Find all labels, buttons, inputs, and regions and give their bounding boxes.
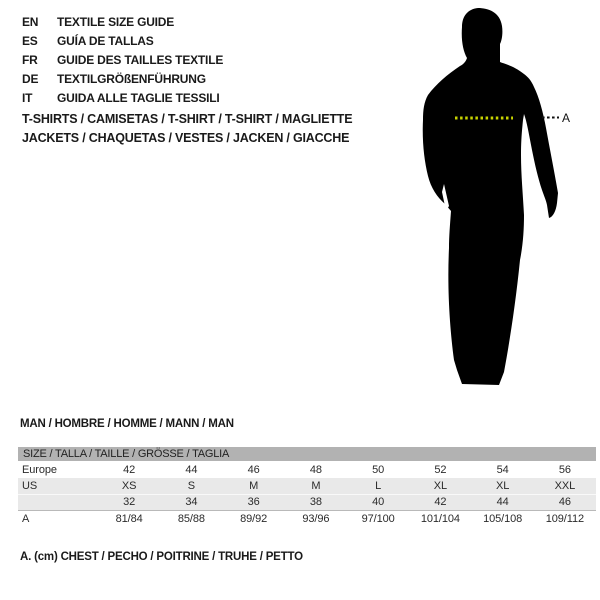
size-cell: 42 (409, 494, 471, 510)
size-cell: 46 (534, 494, 596, 510)
size-cell: 54 (496, 464, 509, 476)
size-cell: 109/112 (534, 510, 596, 528)
row-label (18, 494, 98, 510)
language-label: GUIDE DES TAILLES TEXTILE (57, 53, 224, 67)
language-code: IT (22, 91, 33, 105)
size-cell: L (375, 479, 382, 492)
size-cell: M (249, 479, 259, 492)
language-label: GUÍA DE TALLAS (57, 34, 154, 48)
language-label: TEXTILGRÖßENFÜHRUNG (57, 72, 206, 86)
product-categories (22, 110, 352, 148)
size-cell: 105/108 (472, 510, 534, 528)
row-label: A (18, 510, 98, 528)
size-cell: 38 (285, 494, 347, 510)
man-silhouette-figure (400, 0, 600, 400)
size-cell: 34 (160, 494, 222, 510)
measure-label-a: A (562, 111, 571, 125)
language-code: DE (22, 72, 39, 86)
size-cell: 44 (185, 464, 198, 476)
size-cell: 93/96 (285, 510, 347, 528)
jackets-line: JACKETS / CHAQUETAS / VESTES / JACKEN / GIACCHE (22, 131, 350, 145)
row-label: Europe (22, 464, 57, 476)
size-cell: XL (433, 479, 447, 492)
size-table-section (18, 418, 596, 528)
table-row-europe (18, 462, 596, 478)
size-cell: 97/100 (347, 510, 409, 528)
language-row (22, 89, 223, 108)
language-row (22, 13, 223, 32)
language-label: GUIDA ALLE TAGLIE TESSILI (57, 91, 220, 105)
size-cell: 32 (98, 494, 160, 510)
size-cell: 40 (347, 494, 409, 510)
size-cell: 36 (223, 494, 285, 510)
language-code: FR (22, 53, 38, 67)
size-cell: 50 (372, 464, 385, 476)
size-cell: 42 (123, 464, 136, 476)
language-code: ES (22, 34, 38, 48)
size-cell: 56 (558, 464, 571, 476)
tshirts-line: T-SHIRTS / CAMISETAS / T-SHIRT / T-SHIRT / MAGLIETTE (22, 112, 353, 126)
size-cell: 46 (247, 464, 260, 476)
size-cell: 52 (434, 464, 447, 476)
size-cell: XL (495, 479, 510, 492)
size-cell: 89/92 (223, 510, 285, 528)
table-title: MAN / HOMBRE / HOMME / MANN / MAN (20, 418, 234, 430)
language-list (22, 13, 223, 108)
table-row-us (18, 478, 596, 494)
chest-measurement-note: A. (cm) CHEST / PECHO / POITRINE / TRUHE / PETTO (20, 551, 303, 563)
size-cell: 101/104 (409, 510, 471, 528)
size-cell: XXL (554, 479, 576, 492)
table-row-numeric (18, 494, 596, 510)
man-silhouette-svg (400, 0, 600, 400)
language-row (22, 51, 223, 70)
size-cell: 85/88 (160, 510, 222, 528)
language-label: TEXTILE SIZE GUIDE (57, 15, 175, 29)
table-header-bar: SIZE / TALLA / TAILLE / GRÖSSE / TAGLIA (18, 447, 596, 461)
size-cell: M (311, 479, 321, 492)
size-cell: 48 (309, 464, 322, 476)
language-row (22, 70, 223, 89)
size-cell: XS (121, 479, 137, 492)
size-cell: S (187, 479, 195, 492)
table-row-chest-a (18, 510, 596, 528)
row-label: US (22, 479, 38, 492)
language-code: EN (22, 15, 39, 29)
size-cell: 44 (472, 494, 534, 510)
size-table (18, 462, 596, 528)
language-row (22, 32, 223, 51)
size-cell: 81/84 (98, 510, 160, 528)
